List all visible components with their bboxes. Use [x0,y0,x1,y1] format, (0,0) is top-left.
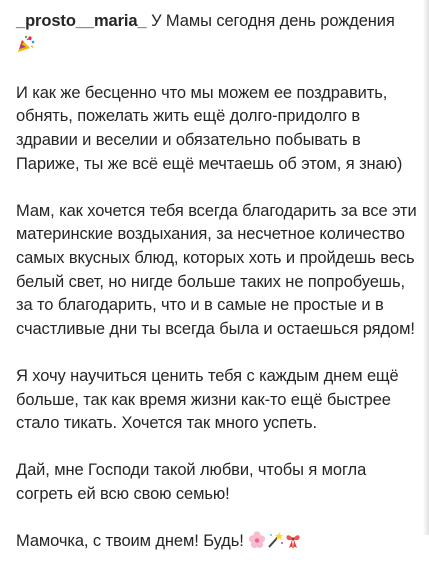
author-username[interactable]: _prosto__maria_ [16,12,147,30]
caption-closing-line [16,530,421,554]
caption-paragraph: Я хочу научиться ценить тебя с каждым днем ещё больше, так как время жизни как-то ещё быстрее стало тикать. Хочется так много успеть. [16,366,399,433]
caption-paragraph: Мам, как хочется тебя всегда благодарить за все эти материнские воздыхания, за несчетное количество самых вкусных блюд, которых хоть и пройдешь весь белый свет, но нигде больше таких не попробуешь, за то благодарить, что и в самые не простые и в счастливые дни ты всегда была и остаешься рядом! [16,201,417,338]
caption-intro [16,10,421,58]
caption-title: У Мамы сегодня день рождения [151,12,395,30]
caption-paragraph: Дай, мне Господи такой любви, чтобы я могла согреть ей всю свою семью! [16,461,367,503]
party-popper-icon [16,34,36,54]
post-caption [16,10,421,577]
cherry-blossom-icon [248,531,266,549]
caption-closing: Мамочка, с твоим днем! Будь! [16,532,244,551]
ribbon-icon [284,531,302,549]
magic-wand-icon [266,531,284,549]
caption-paragraph: И как же бесценно что мы можем ее поздравить, обнять, пожелать жить ещё долго-придолго в здравии и веселии и обязательно побывать в Париже, ты же всё ещё мечтаешь об этом, я знаю) [16,83,403,173]
edge-shadow [423,0,429,535]
